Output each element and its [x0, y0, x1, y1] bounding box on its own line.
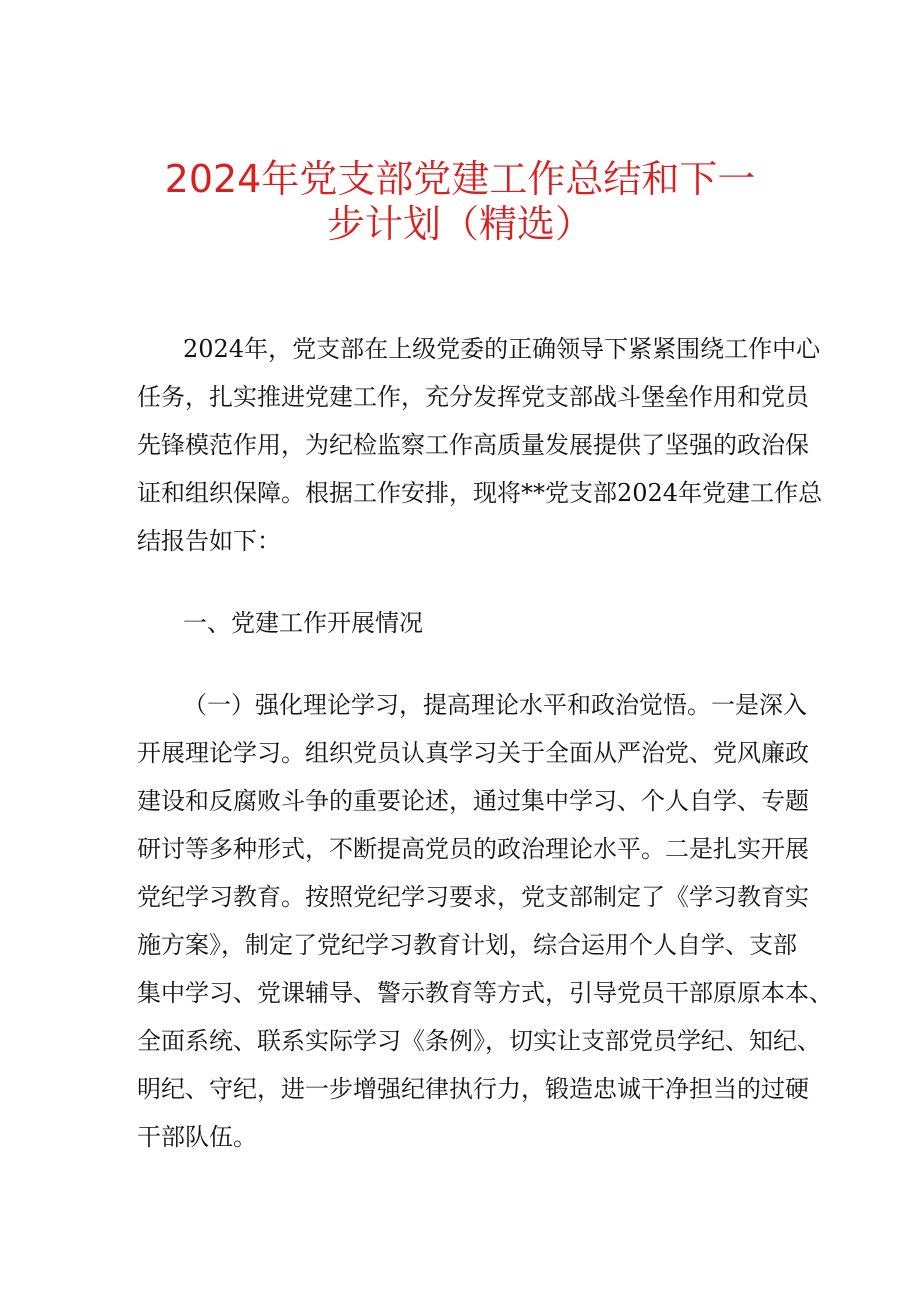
intro-line-4: 证和组织保障。根据工作安排，现将**党支部2024年党建工作总: [137, 479, 823, 507]
section-1-para-line-2: 开展理论学习。组织党员认真学习关于全面从严治党、党风廉政: [137, 739, 809, 767]
section-1-para-line-1: （一）强化理论学习，提高理论水平和政治觉悟。一是深入: [183, 691, 807, 719]
intro-line-1: 2024年，党支部在上级党委的正确领导下紧紧围绕工作中心: [183, 335, 821, 363]
section-1-para-line-6: 施方案》，制定了党纪学习教育计划，综合运用个人自学、支部: [137, 931, 797, 959]
section-1-para-line-10: 干部队伍。: [137, 1123, 257, 1151]
intro-line-3: 先锋模范作用，为纪检监察工作高质量发展提供了坚强的政治保: [137, 431, 809, 459]
section-1-para-line-3: 建设和反腐败斗争的重要论述，通过集中学习、个人自学、专题: [137, 787, 809, 815]
section-1-para-line-5: 党纪学习教育。按照党纪学习要求，党支部制定了《学习教育实: [137, 883, 809, 911]
document-title-line-1: 2024年党支部党建工作总结和下一: [164, 157, 756, 201]
section-1-para-line-9: 明纪、守纪，进一步增强纪律执行力，锻造忠诚干净担当的过硬: [137, 1075, 809, 1103]
section-1-para-line-4: 研讨等多种形式，不断提高党员的政治理论水平。二是扎实开展: [137, 835, 809, 863]
intro-line-5: 结报告如下：: [137, 527, 281, 555]
section-1-para-line-7: 集中学习、党课辅导、警示教育等方式，引导党员干部原原本本、: [137, 979, 833, 1007]
section-1-para-line-8: 全面系统、联系实际学习《条例》，切实让支部党员学纪、知纪、: [137, 1027, 821, 1055]
section-1-heading: 一、党建工作开展情况: [183, 609, 423, 637]
document-title-line-2: 步计划（精选）: [326, 202, 593, 246]
intro-line-2: 任务，扎实推进党建工作，充分发挥党支部战斗堡垒作用和党员: [137, 383, 809, 411]
